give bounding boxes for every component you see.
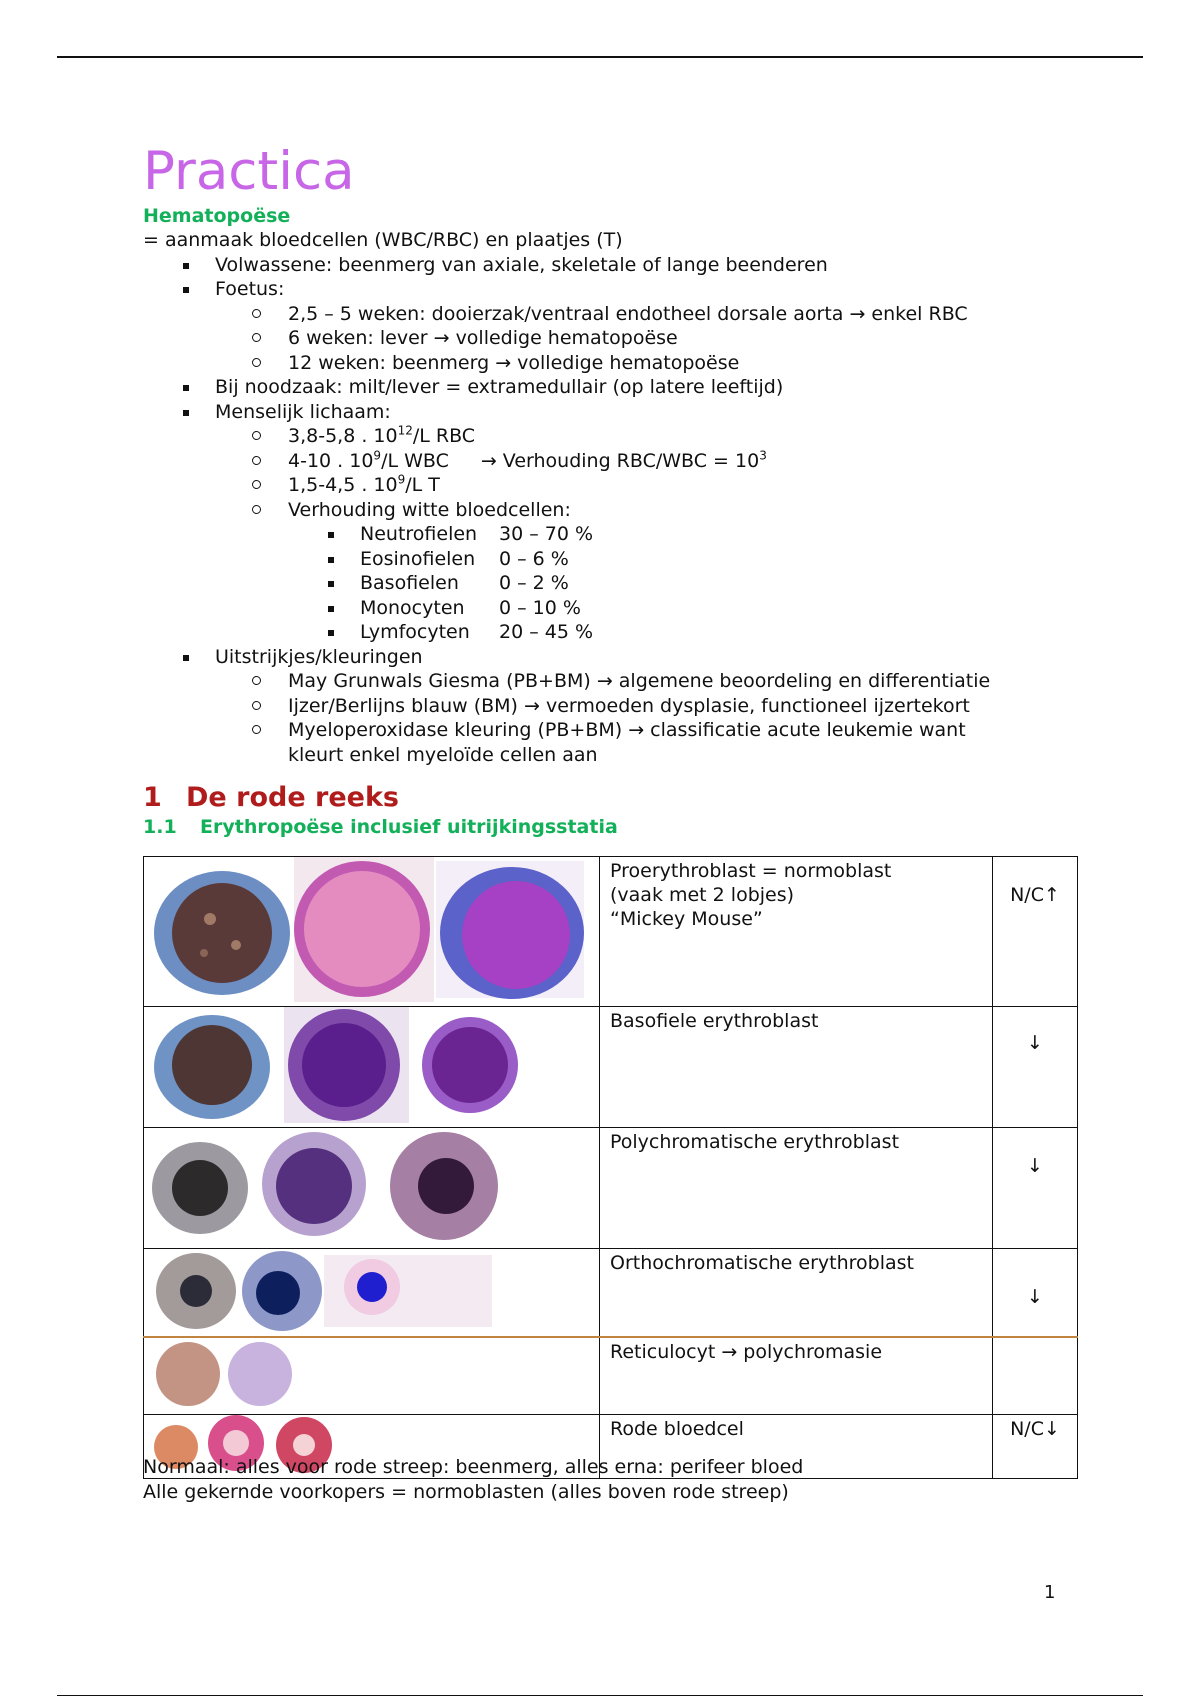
list-item [143,375,1063,400]
list-item-text: Menselijk lichaam: [215,400,391,423]
cell-description [600,1337,993,1415]
description-line: Basofiele erythroblast [610,1010,819,1032]
list-item-text: Verhouding witte bloedcellen: [288,498,571,521]
erythropoiesis-table [143,856,1078,1479]
list-item-text: Myeloperoxidase kleuring (PB+BM) → classificatie acute leukemie want [288,719,966,741]
sub-list-item [143,326,1063,351]
cell-images [144,1007,600,1128]
page-number: 1 [1044,1582,1056,1603]
list-item-text: May Grunwals Giesma (PB+BM) → algemene beoordeling en differentiatie [288,670,991,692]
cell-images [144,1337,600,1415]
table-row [144,1337,1078,1415]
wbc-count: 4-10 . 10 [288,449,374,472]
list-item-text: Bij noodzaak: milt/lever = extramedullair (op latere leeftijd) [215,376,784,398]
section-title: Erythropoëse inclusief uitrijkingsstatia [200,816,618,838]
list-item-text: 12 weken: beenmerg → volledige hematopoëse [288,351,740,374]
page-content [143,140,1063,839]
nc-ratio [993,857,1078,1007]
cell-images [144,1249,600,1338]
top-rule [57,56,1143,58]
nc-ratio-label: ↓ [1027,1286,1043,1308]
heading-hematopoese: Hematopoëse [143,205,291,227]
description-line: Polychromatische erythroblast [610,1131,900,1153]
wbc-type-item [143,522,1063,547]
list-item-text: 6 weken: lever → volledige hematopoëse [288,327,678,349]
section-number: 1 [143,782,162,813]
wbc-type-range: 0 – 2 % [499,572,569,594]
list-item [143,645,1063,670]
wbc-type-item [143,596,1063,621]
list-item-text: Volwassene: beenmerg van axiale, skeletale of lange beenderen [215,253,828,276]
sub-list-item [143,718,1063,743]
cell-description [600,1249,993,1338]
nc-ratio-label: N/C↑ [1010,884,1060,906]
t-unit: /L T [405,474,440,496]
sub-list-item [143,302,1063,327]
ratio-exponent: 3 [759,448,767,463]
wbc-type-name: Lymfocyten [360,621,470,643]
wbc-type-range: 0 – 10 % [499,596,581,619]
section-heading-1-1 [143,815,1063,839]
wbc-type-item [143,620,1063,645]
list-item-text: Ijzer/Berlijns blauw (BM) → vermoeden dysplasie, functioneel ijzertekort [288,694,970,717]
list-item [143,400,1063,425]
wbc-type-name: Eosinofielen [360,547,476,570]
orthochromatic-erythroblast-images [144,1249,599,1332]
nc-ratio [993,1007,1078,1128]
wbc-type-item [143,547,1063,572]
description-line: Reticulocyt → polychromasie [610,1341,883,1363]
nc-ratio [993,1337,1078,1415]
list-item-text: Uitstrijkjes/kleuringen [215,645,423,668]
cell-images [144,857,600,1007]
intro-text: = aanmaak bloedcellen (WBC/RBC) en plaatjes (T) [143,229,623,251]
proerythroblast-images [144,857,599,1002]
section-number: 1.1 [143,816,177,838]
cell-images [144,1128,600,1249]
wbc-type-name: Monocyten [360,596,465,619]
table-row [144,1128,1078,1249]
wbc-unit: /L WBC [381,449,449,472]
wbc-type-item [143,571,1063,596]
list-item-text: 2,5 – 5 weken: dooierzak/ventraal endotheel dorsale aorta → enkel RBC [288,302,968,325]
description-line: (vaak met 2 lobjes) [610,884,795,906]
sub-list-item-continuation [143,743,1063,768]
cell-description [600,857,993,1007]
wbc-type-name: Neutrofielen [360,523,478,545]
wbc-exponent: 9 [373,448,382,463]
t-count: 1,5-4,5 . 10 [288,474,398,496]
wbc-type-range: 30 – 70 % [499,523,594,545]
rbc-count: 3,8-5,8 . 10 [288,425,398,447]
description-line: Orthochromatische erythroblast [610,1252,914,1274]
wbc-type-range: 20 – 45 % [499,621,594,643]
basophilic-erythroblast-images [144,1007,599,1123]
description-line: Proerythroblast = normoblast [610,860,892,882]
sub-list-item [143,669,1063,694]
table-row [144,857,1078,1007]
sub-list-item [143,351,1063,376]
rbc-unit: /L RBC [412,425,476,447]
page-title: Practica [143,141,355,202]
sub-list-item [143,473,1063,498]
nc-ratio-label: N/C↓ [1010,1418,1060,1440]
list-item [143,253,1063,278]
footer-note: Normaal: alles voor rode streep: beenmerg, alles erna: perifeer bloed [143,1456,804,1478]
list-item-text: Foetus: [215,278,285,300]
reticulocyte-images [144,1338,599,1410]
cell-description [600,1128,993,1249]
ratio-text: → Verhouding RBC/WBC = 10 [480,449,760,472]
sub-list-item [143,694,1063,719]
bottom-rule [57,1695,1143,1696]
list-item-text: kleurt enkel myeloïde cellen aan [288,743,598,766]
polychromatic-erythroblast-images [144,1128,599,1244]
table-row [144,1007,1078,1128]
sub-list-item [143,424,1063,449]
wbc-type-range: 0 – 6 % [499,547,569,570]
t-exponent: 9 [397,472,406,487]
nc-ratio [993,1415,1078,1479]
nc-ratio-label: ↓ [1027,1155,1043,1177]
cell-description [600,1007,993,1128]
section-heading-1 [143,781,1063,815]
sub-list-item [143,449,1063,474]
footer-note: Alle gekernde voorkopers = normoblasten (alles boven rode streep) [143,1481,789,1503]
section-title: De rode reeks [186,782,399,813]
table-row [144,1249,1078,1338]
main-list [143,253,1063,768]
nc-ratio [993,1128,1078,1249]
description-line: “Mickey Mouse” [610,908,763,930]
list-item [143,277,1063,302]
description-line: Rode bloedcel [610,1418,744,1440]
sub-list-item [143,498,1063,523]
nc-ratio-label: ↓ [1027,1032,1043,1054]
wbc-type-name: Basofielen [360,572,459,594]
nc-ratio [993,1249,1078,1338]
rbc-exponent: 12 [397,423,413,438]
